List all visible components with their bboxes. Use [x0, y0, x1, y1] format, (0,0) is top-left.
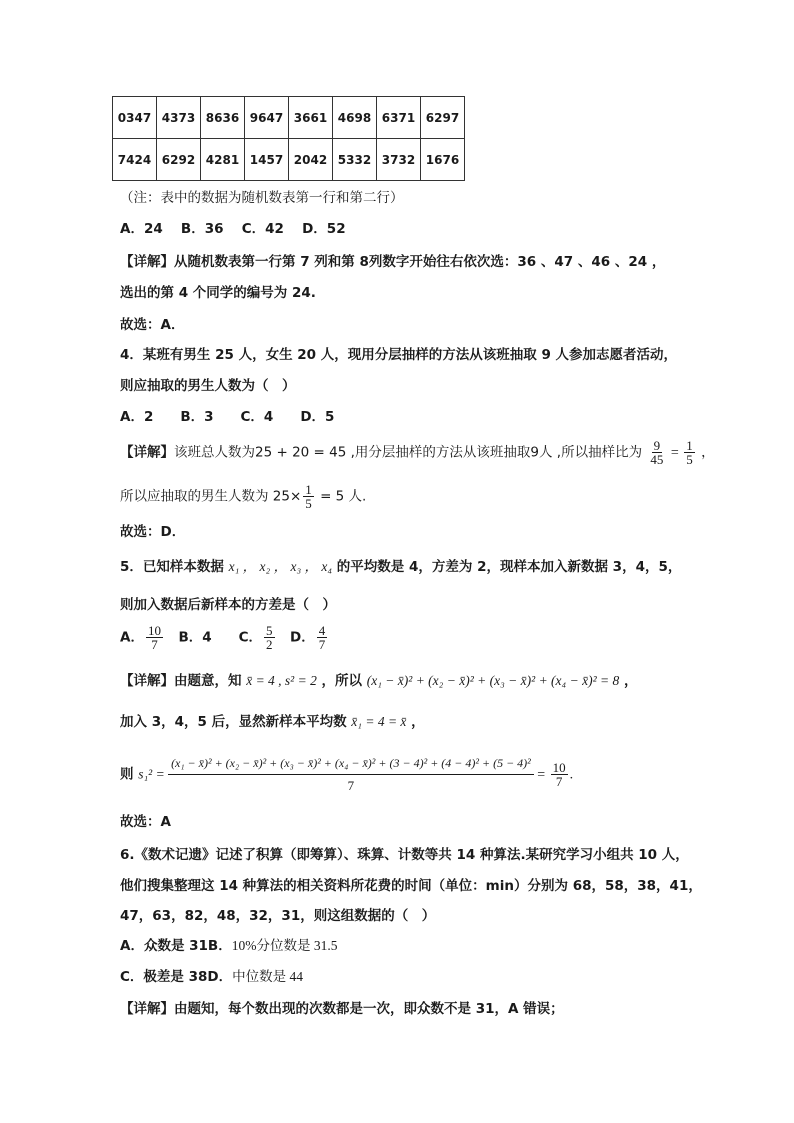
punctuation: ， [696, 444, 715, 461]
q4-detail-line-2 [120, 483, 366, 510]
q5-answer: 故选：A [120, 814, 171, 830]
detail-tag: 【详解】 [120, 444, 174, 461]
denominator: 7 [151, 637, 158, 652]
table-cell: 8636 [201, 97, 245, 139]
equals-sign: = [667, 445, 683, 461]
detail-text: 由题知，每个数出现的次数都是一次，即众数不是 31，A 错误； [174, 1001, 564, 1017]
table-cell: 3661 [289, 97, 333, 139]
q5-stem-line-1 [120, 557, 681, 577]
numerator: 1 [686, 438, 693, 453]
numerator: 5 [266, 623, 273, 638]
denominator: 7 [318, 637, 326, 652]
option-label: D． [276, 629, 315, 646]
q4-answer: 故选：D． [120, 524, 186, 540]
detail-tag: 【详解】 [120, 1001, 174, 1017]
table-cell: 1676 [421, 139, 465, 181]
table-cell: 4281 [201, 139, 245, 181]
table-cell: 1457 [245, 139, 289, 181]
math-expression: x̄₁ = 4 = x̄ [351, 714, 407, 729]
sample-variables: x₁ ， x₂ ， x₃ ， x₄ [228, 559, 333, 574]
detail-text: = 5 人. [315, 488, 367, 505]
detail-text: ， [406, 714, 425, 730]
q3-detail-line-2: 选出的第 4 个同学的编号为 24. [120, 285, 316, 301]
q5-detail-line-1 [120, 671, 637, 691]
numerator: (x₁ − x̄)² + (x₂ − x̄)² + (x₃ − x̄)² + (x₄ − x̄)² + (3 − 4)² + (4 − 4)² + (5 − 4)² [168, 752, 534, 775]
table-cell: 2042 [289, 139, 333, 181]
q6-detail-line-1 [120, 999, 564, 1019]
table-cell: 4698 [333, 97, 377, 139]
detail-text: 则 [120, 766, 139, 783]
denominator: 45 [650, 452, 664, 467]
math-expression: s₁² = [138, 766, 169, 782]
denominator: 5 [305, 496, 312, 511]
fraction [303, 483, 314, 510]
table-row [113, 97, 465, 139]
option-label: B．4 C． [164, 629, 263, 646]
table-cell: 6297 [421, 97, 465, 139]
option-label: A．众数是 31B． [120, 938, 232, 954]
fraction [146, 624, 163, 651]
option-label: A． [120, 629, 144, 646]
detail-text: ，所以 [316, 673, 367, 689]
table-cell: 9647 [245, 97, 289, 139]
detail-tag: 【详解】 [120, 673, 174, 689]
fraction [684, 439, 695, 466]
q6-stem-line-3: 47，63，82，48，32，31，则这组数据的（ ） [120, 908, 436, 924]
fraction [551, 761, 568, 788]
denominator: 5 [686, 452, 693, 467]
q4-stem-line-2: 则应抽取的男生人数为（ ） [120, 378, 296, 394]
fraction [264, 624, 275, 651]
q5-options [120, 624, 329, 651]
detail-text: 由题意，知 [174, 673, 247, 689]
table-note: （注：表中的数据为随机数表第一行和第二行） [120, 190, 404, 206]
option-text: 中位数是 44 [232, 969, 303, 984]
q4-detail-line-1 [120, 439, 715, 466]
q6-stem-line-2: 他们搜集整理这 14 种算法的相关资料所花费的时间（单位：min）分别为 68，58，38，41， [120, 878, 702, 894]
math-expression: (x₁ − x̄)² + (x₂ − x̄)² + (x₃ − x̄)² + (x₄ − x̄)² = 8 [366, 673, 620, 688]
numerator: 10 [552, 760, 566, 775]
numerator: 4 [318, 623, 326, 638]
detail-tag: 【详解】 [120, 254, 174, 270]
q5-detail-line-3: 则 s₁² = (x₁ − x̄)² + (x₂ − x̄)² + (x₃ − x̄)² + (x₄ − x̄)² + (3 − 4)² + (4 − 4)² + (5 − 4)² 7 = $\frac{10}{7}$ . [120, 752, 573, 797]
table-cell: 4373 [157, 97, 201, 139]
table-cell: 5332 [333, 139, 377, 181]
q4-stem-line-1: 4．某班有男生 25 人，女生 20 人，现用分层抽样的方法从该班抽取 9 人参加志愿者活动， [120, 347, 678, 363]
numerator: 9 [653, 438, 661, 453]
q3-detail-line-1 [120, 252, 665, 272]
q6-stem-line-1: 6.《数术记遗》记述了积算（即筹算）、珠算、计数等共 14 种算法.某研究学习小组共 10 人， [120, 847, 689, 863]
table-cell: 0347 [113, 97, 157, 139]
detail-text: 加入 3，4，5 后，显然新样本平均数 [120, 714, 352, 730]
option-text: 10%分位数是 31.5 [231, 938, 338, 953]
option-label: C．极差是 38D． [120, 969, 233, 985]
detail-text: 从随机数表第一行第 7 列和第 8列数字开始往右依次选：36 、47 、46 、24 ， [174, 254, 666, 270]
q5-stem-line-2: 则加入数据后新样本的方差是（ ） [120, 597, 336, 613]
table-row [113, 139, 465, 181]
table-cell: 3732 [377, 139, 421, 181]
stem-text: 的平均数是 4，方差为 2，现样本加入新数据 3，4，5， [332, 559, 682, 575]
q6-options-ab [120, 936, 337, 956]
q3-answer: 故选：A． [120, 317, 185, 333]
random-number-table [112, 96, 465, 181]
math-expression: x̄ = 4 , s² = 2 [246, 673, 317, 688]
denominator: 7 [347, 778, 355, 793]
q4-options: A．2 B．3 C．4 D．5 [120, 409, 335, 425]
table-cell: 6292 [157, 139, 201, 181]
denominator: 7 [555, 774, 563, 789]
variance-fraction [168, 752, 534, 797]
fraction [317, 624, 328, 651]
table-cell: 7424 [113, 139, 157, 181]
denominator: 2 [266, 637, 273, 652]
numerator: 1 [305, 482, 312, 497]
q3-options: A．24 B．36 C．42 D．52 [120, 221, 346, 237]
q6-options-cd [120, 967, 303, 987]
numerator: 10 [147, 623, 161, 638]
fraction [648, 439, 665, 466]
stem-text: 5．已知样本数据 [120, 559, 229, 575]
detail-text: 所以应抽取的男生人数为 25× [120, 488, 302, 505]
q5-detail-line-2 [120, 712, 425, 732]
detail-text: ， [619, 673, 638, 689]
table-cell: 6371 [377, 97, 421, 139]
detail-text: 该班总人数为25 + 20 = 45 ,用分层抽样的方法从该班抽取9人 ,所以抽样比为 [174, 444, 643, 461]
